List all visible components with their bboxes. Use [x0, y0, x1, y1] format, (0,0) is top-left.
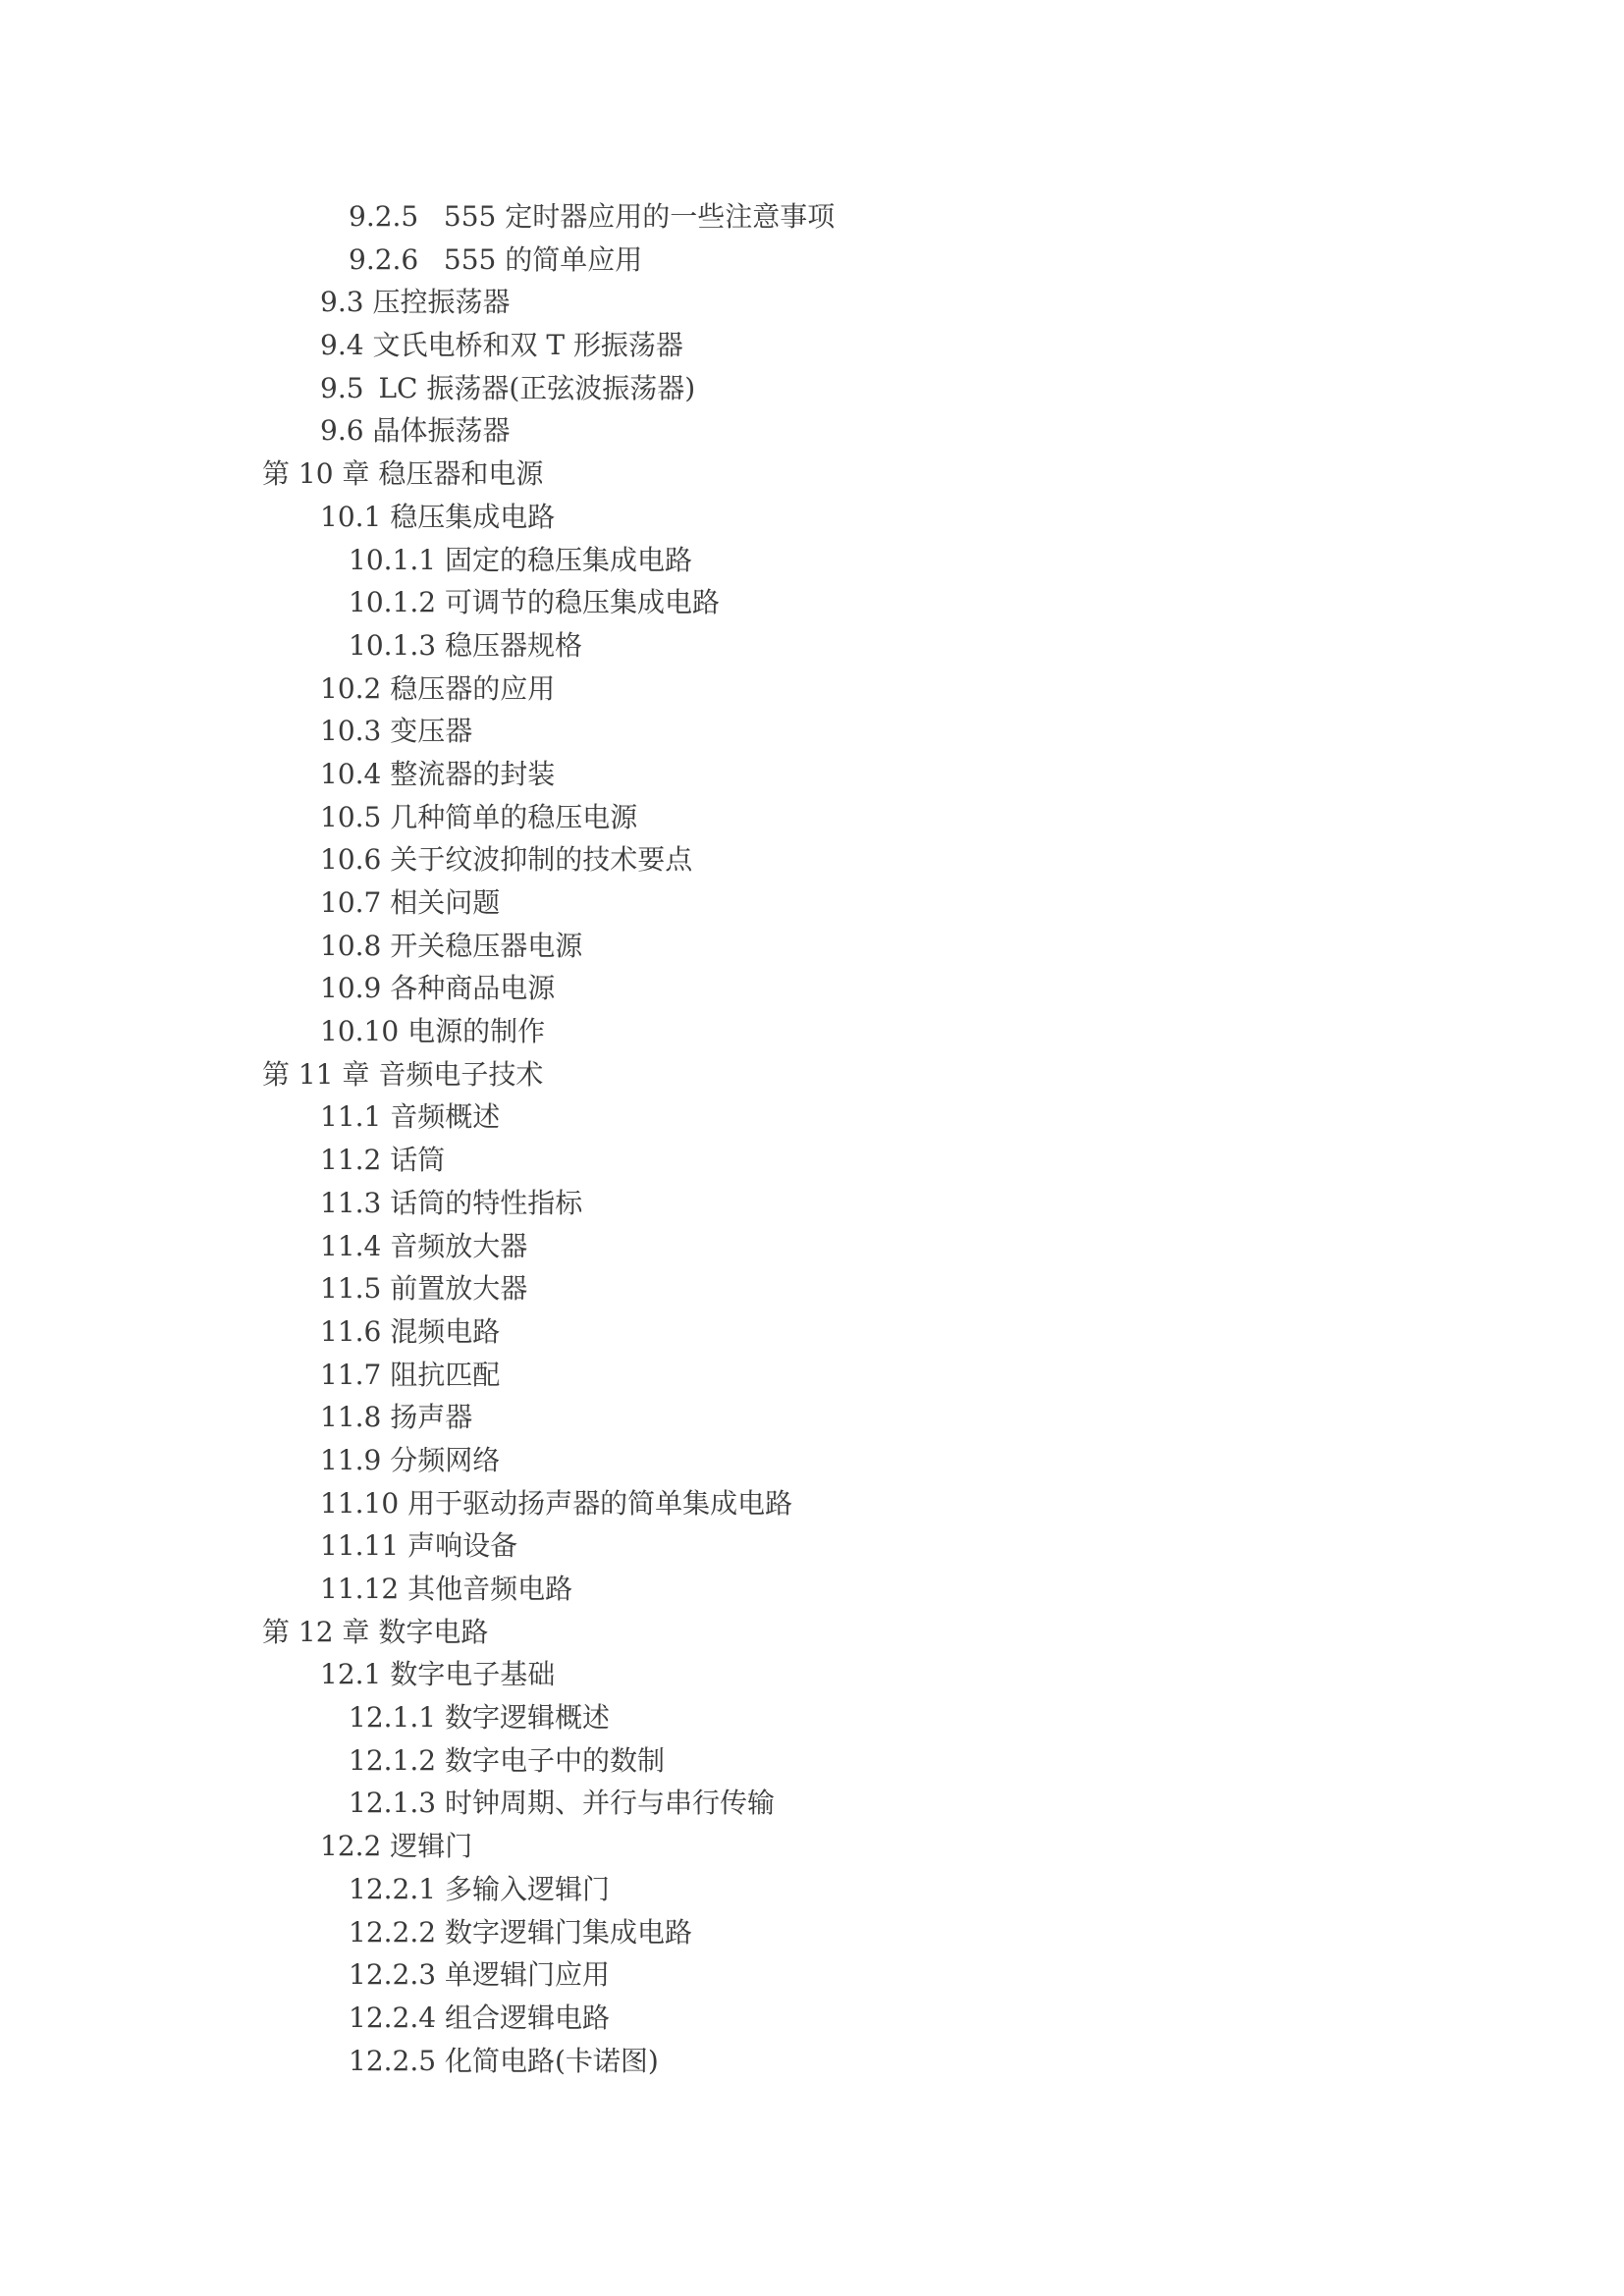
toc-title: 稳压器规格 — [444, 628, 582, 662]
toc-title: 音频概述 — [390, 1100, 501, 1134]
toc-number: 9.3 — [320, 286, 364, 319]
toc-number: 12.2.1 — [349, 1872, 437, 1905]
toc-number: 12.2.4 — [349, 2001, 437, 2034]
toc-section — [0, 1267, 1624, 1310]
toc-section — [0, 409, 1624, 453]
toc-subsection — [0, 581, 1624, 624]
toc-title: 数字电路 — [378, 1615, 489, 1648]
toc-section — [0, 881, 1624, 925]
toc-title: 稳压器和电源 — [378, 457, 544, 491]
toc-number: 12.1.1 — [349, 1701, 437, 1735]
toc-number: 10.9 — [320, 972, 382, 1005]
toc-subsection — [0, 1953, 1624, 1997]
toc-section — [0, 1568, 1624, 1611]
toc-number: 10.5 — [320, 800, 382, 833]
toc-number: 11.4 — [320, 1229, 382, 1262]
toc-title: 压控振荡器 — [372, 286, 511, 319]
toc-number: 12.2 — [320, 1830, 382, 1863]
toc-title: 其他音频电路 — [407, 1573, 573, 1605]
toc-title: 混频电路 — [390, 1314, 501, 1348]
toc-number: 第 11 章 — [262, 1057, 370, 1091]
toc-section — [0, 1396, 1624, 1439]
toc-number: 10.10 — [320, 1015, 400, 1048]
toc-subsection — [0, 539, 1624, 582]
toc-title: 晶体振荡器 — [372, 414, 511, 448]
toc-section — [0, 967, 1624, 1010]
toc-section — [0, 281, 1624, 324]
toc-number: 10.1.2 — [349, 586, 437, 619]
toc-number: 第 10 章 — [262, 457, 370, 491]
toc-section — [0, 710, 1624, 753]
toc-title: 关于纹波抑制的技术要点 — [390, 843, 693, 877]
toc-number: 12.2.5 — [349, 2044, 437, 2077]
toc-title: 电源的制作 — [407, 1015, 546, 1048]
toc-title: 数字逻辑门集成电路 — [444, 1915, 692, 1949]
toc-title: 变压器 — [390, 715, 473, 748]
toc-number: 10.8 — [320, 929, 382, 962]
toc-number: 11.9 — [320, 1443, 382, 1476]
toc-section — [0, 367, 1624, 410]
toc-number: 11.7 — [320, 1358, 382, 1391]
toc-title: 各种商品电源 — [390, 972, 556, 1005]
toc-section — [0, 753, 1624, 796]
toc-title: 开关稳压器电源 — [390, 929, 583, 962]
toc-section — [0, 1139, 1624, 1182]
toc-section — [0, 667, 1624, 711]
toc-title: 阻抗匹配 — [390, 1358, 501, 1391]
toc-title: 相关问题 — [390, 886, 501, 919]
toc-section — [0, 496, 1624, 539]
toc-number: 11.10 — [320, 1486, 400, 1520]
toc-title: 单逻辑门应用 — [444, 1958, 610, 1992]
toc-number: 11.11 — [320, 1529, 400, 1563]
toc-subsection — [0, 2040, 1624, 2083]
toc-section — [0, 796, 1624, 839]
toc-number: 10.3 — [320, 715, 382, 748]
toc-number: 10.1.3 — [349, 628, 437, 662]
toc-title: 数字逻辑概述 — [444, 1701, 610, 1735]
toc-section — [0, 1439, 1624, 1482]
toc-title: 话筒的特性指标 — [390, 1186, 583, 1219]
toc-title: 几种简单的稳压电源 — [390, 800, 638, 833]
toc-title: 整流器的封装 — [390, 757, 556, 790]
toc-title: 前置放大器 — [390, 1272, 528, 1306]
toc-section — [0, 925, 1624, 968]
toc-subsection — [0, 624, 1624, 667]
toc-title: 组合逻辑电路 — [444, 2001, 610, 2034]
toc-title: 数字电子中的数制 — [444, 1743, 665, 1777]
toc-number: 10.6 — [320, 843, 382, 877]
toc-section — [0, 1354, 1624, 1397]
toc-title: 文氏电桥和双 T 形振荡器 — [372, 329, 683, 362]
toc-number: 11.8 — [320, 1401, 382, 1434]
toc-subsection — [0, 1911, 1624, 1954]
toc-number: 11.6 — [320, 1314, 382, 1348]
toc-section — [0, 838, 1624, 881]
toc-number: 9.2.6 — [349, 242, 419, 276]
toc-title: 逻辑门 — [390, 1830, 473, 1863]
toc-title: LC 振荡器(正弦波振荡器) — [378, 371, 696, 404]
toc-title: 可调节的稳压集成电路 — [444, 586, 720, 619]
toc-number: 11.12 — [320, 1573, 400, 1605]
toc-section — [0, 1482, 1624, 1525]
toc-title: 用于驱动扬声器的简单集成电路 — [407, 1486, 793, 1520]
toc-title: 化简电路(卡诺图) — [444, 2044, 659, 2077]
toc-number: 第 12 章 — [262, 1615, 370, 1648]
table-of-contents — [0, 195, 1624, 2082]
toc-title: 时钟周期、并行与串行传输 — [444, 1787, 775, 1820]
toc-title: 扬声器 — [390, 1401, 473, 1434]
toc-subsection — [0, 1997, 1624, 2040]
toc-number: 10.1 — [320, 500, 382, 533]
toc-chapter — [0, 1611, 1624, 1654]
toc-subsection — [0, 1696, 1624, 1739]
toc-subsection — [0, 1868, 1624, 1911]
toc-number: 11.3 — [320, 1186, 382, 1219]
toc-title: 音频电子技术 — [378, 1057, 544, 1091]
toc-number: 11.1 — [320, 1100, 382, 1134]
toc-chapter — [0, 1053, 1624, 1096]
toc-chapter — [0, 453, 1624, 496]
toc-section — [0, 1225, 1624, 1268]
toc-number: 10.4 — [320, 757, 382, 790]
toc-number: 9.4 — [320, 329, 364, 362]
toc-number: 11.2 — [320, 1144, 382, 1177]
toc-number: 12.2.2 — [349, 1915, 437, 1949]
toc-number: 9.6 — [320, 414, 364, 448]
toc-section — [0, 1524, 1624, 1568]
toc-section — [0, 324, 1624, 367]
toc-number: 9.5 — [320, 371, 364, 404]
toc-number: 11.5 — [320, 1272, 382, 1306]
toc-subsection — [0, 195, 1624, 239]
toc-title: 数字电子基础 — [390, 1658, 556, 1691]
toc-number: 12.1.3 — [349, 1787, 437, 1820]
toc-section — [0, 1653, 1624, 1696]
toc-number: 10.7 — [320, 886, 382, 919]
toc-subsection — [0, 1739, 1624, 1783]
toc-number: 12.1 — [320, 1658, 382, 1691]
toc-number: 10.2 — [320, 671, 382, 705]
toc-section — [0, 1010, 1624, 1053]
toc-title: 多输入逻辑门 — [444, 1872, 610, 1905]
toc-title: 稳压器的应用 — [390, 671, 556, 705]
toc-title: 声响设备 — [407, 1529, 518, 1563]
toc-section — [0, 1310, 1624, 1354]
toc-number: 12.2.3 — [349, 1958, 437, 1992]
toc-title: 固定的稳压集成电路 — [444, 543, 692, 576]
toc-title: 音频放大器 — [390, 1229, 528, 1262]
toc-title: 稳压集成电路 — [390, 500, 556, 533]
toc-title: 555 定时器应用的一些注意事项 — [443, 200, 836, 233]
toc-section — [0, 1182, 1624, 1225]
toc-subsection — [0, 1782, 1624, 1825]
toc-number: 12.1.2 — [349, 1743, 437, 1777]
toc-number: 9.2.5 — [349, 200, 419, 233]
toc-section — [0, 1095, 1624, 1139]
toc-number: 10.1.1 — [349, 543, 437, 576]
toc-title: 555 的简单应用 — [443, 242, 643, 276]
toc-title: 话筒 — [390, 1144, 446, 1177]
toc-title: 分频网络 — [390, 1443, 501, 1476]
toc-subsection — [0, 239, 1624, 282]
toc-section — [0, 1825, 1624, 1868]
